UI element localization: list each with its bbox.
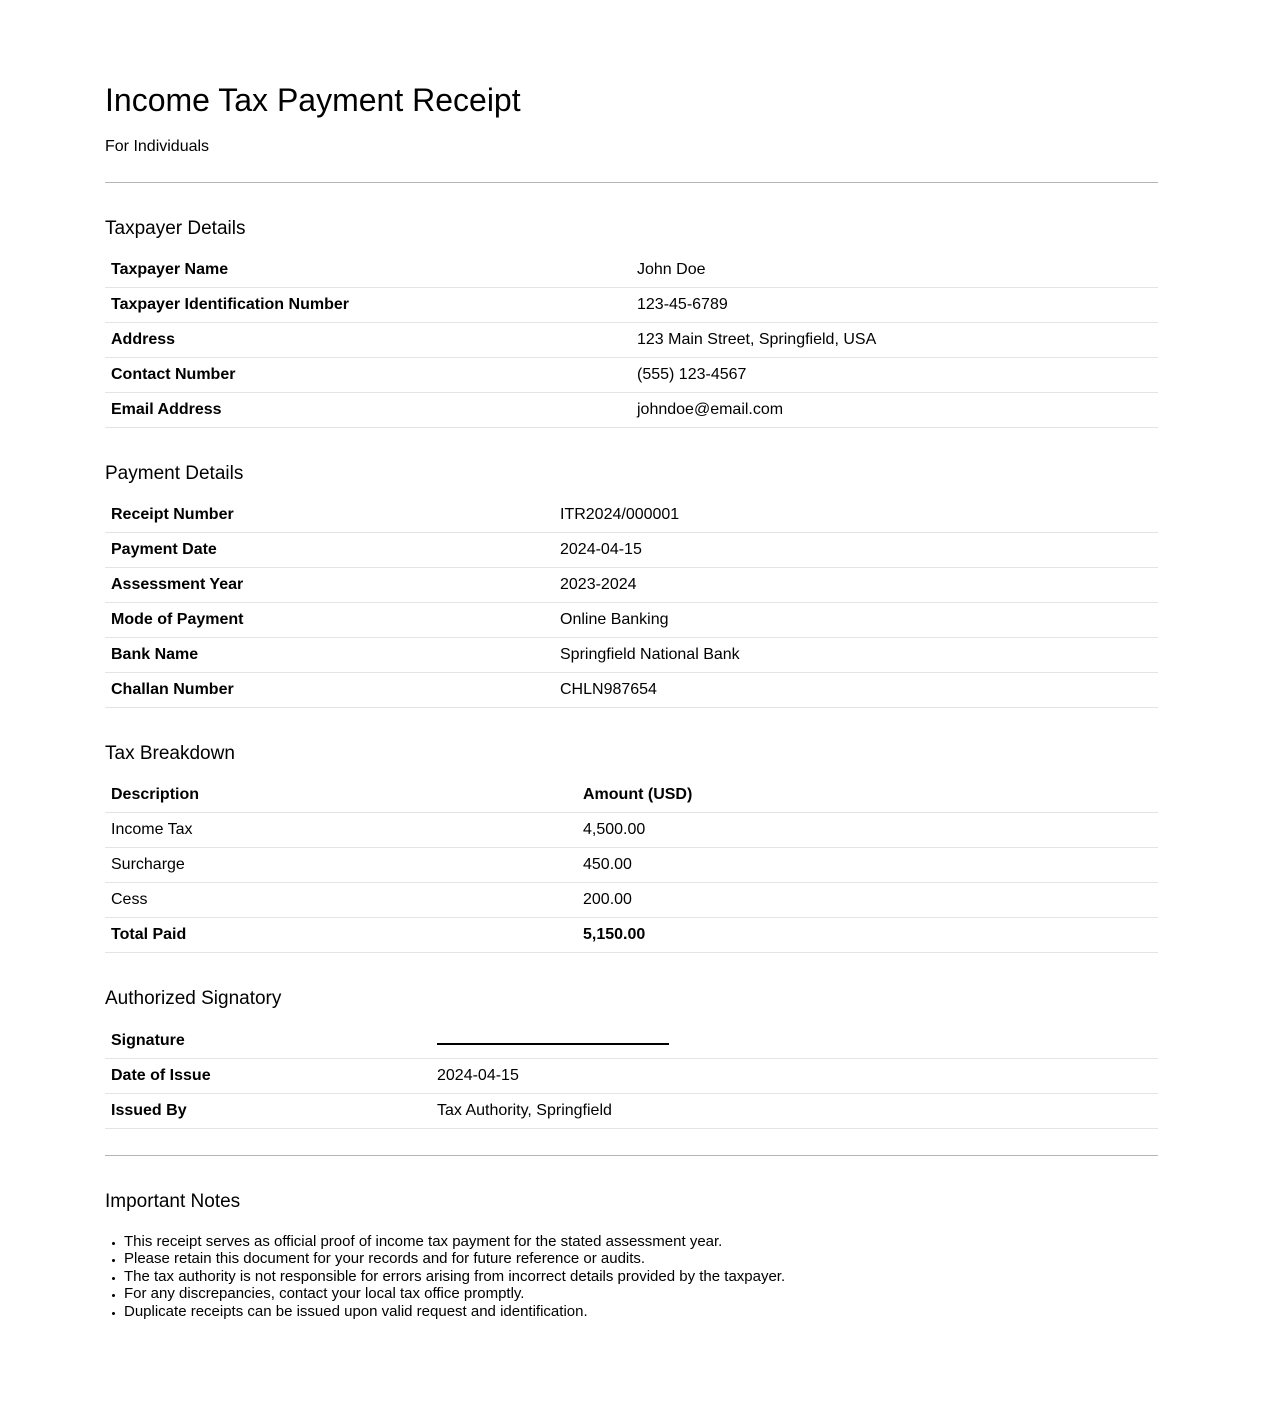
payment-details-table: [105, 498, 1158, 708]
section-heading-tax-breakdown: Tax Breakdown: [105, 743, 235, 765]
row-value: 450.00: [577, 848, 1158, 883]
table-row: [105, 568, 1158, 603]
row-value: 123 Main Street, Springfield, USA: [631, 323, 1158, 358]
section-heading-authorized-signatory: Authorized Signatory: [105, 988, 282, 1010]
section-heading-payment-details: Payment Details: [105, 463, 244, 485]
bottom-divider: [105, 1155, 1158, 1156]
row-label: Contact Number: [105, 358, 631, 393]
row-value: 200.00: [577, 883, 1158, 918]
row-value: 2023-2024: [554, 568, 1158, 603]
notes-list: [105, 1233, 1158, 1321]
table-row: [105, 358, 1158, 393]
row-value: johndoe@email.com: [631, 393, 1158, 428]
row-label: Surcharge: [105, 848, 577, 883]
table-row: [105, 533, 1158, 568]
row-label: Challan Number: [105, 673, 554, 708]
row-value: ITR2024/000001: [554, 498, 1158, 533]
table-row: [105, 673, 1158, 708]
row-value: (555) 123-4567: [631, 358, 1158, 393]
row-value: 2024-04-15: [431, 1058, 1158, 1093]
row-label: Mode of Payment: [105, 603, 554, 638]
row-value: Springfield National Bank: [554, 638, 1158, 673]
tax-breakdown-table: [105, 778, 1158, 953]
row-label: Cess: [105, 883, 577, 918]
taxpayer-details-table: [105, 253, 1158, 428]
table-row: [105, 603, 1158, 638]
note-item: • Please retain this document for your records and for future reference or audits.: [124, 1250, 1158, 1268]
row-value: 4,500.00: [577, 813, 1158, 848]
row-value: 2024-04-15: [554, 533, 1158, 568]
note-item: • The tax authority is not responsible for errors arising from incorrect details provided by the taxpayer.: [124, 1268, 1158, 1286]
column-header-amount: Amount (USD): [577, 778, 1158, 813]
row-label: Taxpayer Identification Number: [105, 288, 631, 323]
row-value: [431, 1024, 1158, 1059]
note-item: • Duplicate receipts can be issued upon valid request and identification.: [124, 1303, 1158, 1321]
note-item: • This receipt serves as official proof of income tax payment for the stated assessment year.: [124, 1233, 1158, 1251]
row-value: Tax Authority, Springfield: [431, 1093, 1158, 1128]
table-row: [105, 498, 1158, 533]
signature-line: [437, 1033, 669, 1045]
note-item: • For any discrepancies, contact your local tax office promptly.: [124, 1285, 1158, 1303]
section-heading-important-notes: Important Notes: [105, 1190, 241, 1212]
row-label: Assessment Year: [105, 568, 554, 603]
table-row: [105, 323, 1158, 358]
table-row: [105, 883, 1158, 918]
row-label: Date of Issue: [105, 1058, 431, 1093]
table-row: [105, 253, 1158, 288]
column-header-description: Description: [105, 778, 577, 813]
table-row: [105, 813, 1158, 848]
row-value: John Doe: [631, 253, 1158, 288]
table-header-row: [105, 778, 1158, 813]
table-row: [105, 848, 1158, 883]
authorized-signatory-table: [105, 1024, 1158, 1129]
table-row: [105, 1024, 1158, 1059]
row-label: Payment Date: [105, 533, 554, 568]
row-label: Receipt Number: [105, 498, 554, 533]
total-value: 5,150.00: [577, 918, 1158, 953]
row-value: 123-45-6789: [631, 288, 1158, 323]
total-row: [105, 918, 1158, 953]
table-row: [105, 288, 1158, 323]
row-label: Income Tax: [105, 813, 577, 848]
table-row: [105, 1058, 1158, 1093]
page-title: Income Tax Payment Receipt: [105, 82, 521, 118]
row-label: Signature: [105, 1024, 431, 1059]
row-label: Email Address: [105, 393, 631, 428]
table-row: [105, 393, 1158, 428]
page-subtitle: For Individuals: [105, 138, 210, 156]
row-value: CHLN987654: [554, 673, 1158, 708]
row-label: Address: [105, 323, 631, 358]
total-label: Total Paid: [105, 918, 577, 953]
table-row: [105, 638, 1158, 673]
row-label: Issued By: [105, 1093, 431, 1128]
row-label: Bank Name: [105, 638, 554, 673]
table-row: [105, 1093, 1158, 1128]
section-heading-taxpayer-details: Taxpayer Details: [105, 218, 246, 240]
row-label: Taxpayer Name: [105, 253, 631, 288]
row-value: Online Banking: [554, 603, 1158, 638]
top-divider: [105, 182, 1158, 183]
